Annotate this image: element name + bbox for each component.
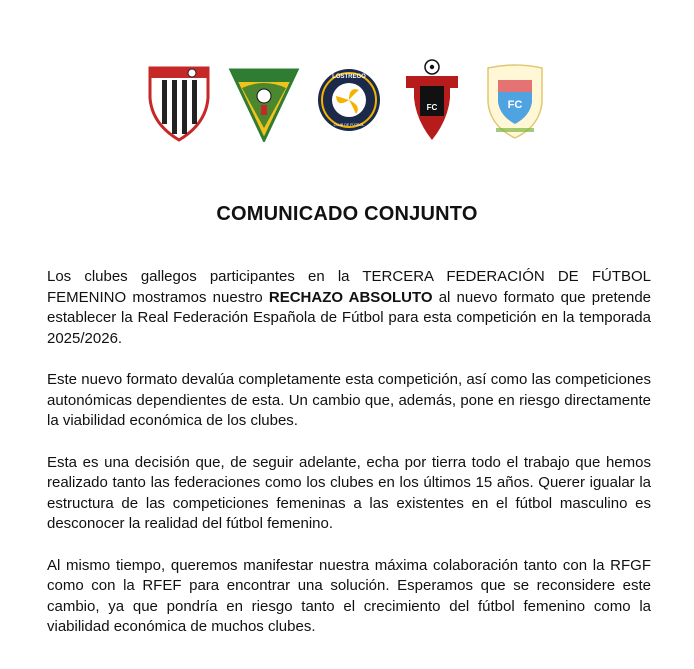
paragraph-2: Este nuevo formato devalúa completamente esta competición, así como las competiciones autonómicas dependientes de esta. Un cambio que, además, pone en riesgo directamente la viabilidad económica de los clubes. [47,371,651,429]
paragraph-1-start: Los clubes gallegos participantes en la TERCERA FEDERACIÓN DE FÚTBOL FEMENINO mostramos nuestro [47,268,651,306]
statement-body [47,267,651,659]
paragraph-1-end: al nuevo formato que pretende establecer la Real Federación Española de Fútbol para esta competición en la temporada 2025/2026. [47,288,651,347]
crest-2-logo [228,58,300,142]
crest-3-subname: CLUB DE FÚTBOL [333,123,365,127]
page-title: COMUNICADO CONJUNTO [216,203,478,225]
crest-3-logo [316,58,382,142]
paragraph-3: Esta es una decisión que, de seguir adelante, echa por tierra todo el trabajo que hemos realizado tanto las federaciones como los clubes en los últimos 15 años. Querer igualar la estructura de las competiciones femeninas a las existentes en el fútbol masculino es desconocer la realidad del fútbol femenino. [47,453,651,532]
crest-4-logo [402,58,462,142]
paragraph-1 [47,267,651,349]
crest-1-logo [148,58,210,142]
crest-5-initials: FC [507,99,523,111]
paragraph-1-emphasis: RECHAZO ABSOLUTO [268,288,433,306]
club-crests-row [0,58,694,142]
crest-3-name: LOSTREGO [332,74,366,80]
paragraph-4: Al mismo tiempo, queremos manifestar nuestra máxima colaboración tanto con la RFGF como con la RFEF para encontrar una solución. Esperamos que se reconsidere este cambio, ya que pondría en riesgo tanto el crecimiento del fútbol femenino como la viabilidad económica de muchos clubes. [47,556,651,635]
crest-5-logo [484,58,546,142]
crest-4-initials: FC [426,103,438,112]
